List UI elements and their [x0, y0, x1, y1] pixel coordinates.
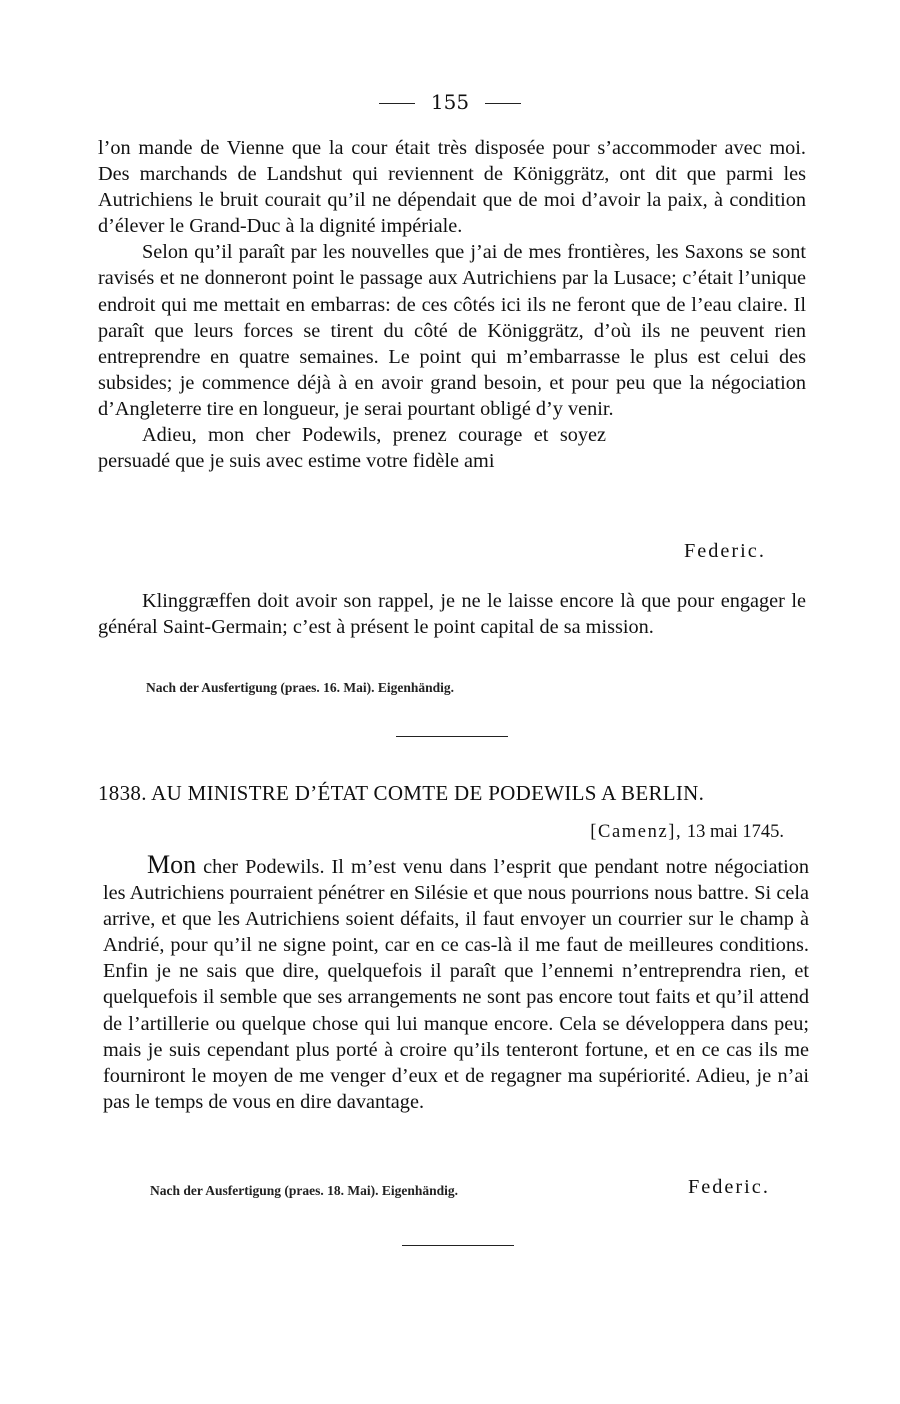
letter-2-source-note: Nach der Ausfertigung (praes. 18. Mai). Eigenhändig. [150, 1183, 459, 1198]
letter-2-signature: Federic. [688, 1176, 770, 1198]
section-divider-1 [396, 736, 508, 737]
letter-1-postscript-block [98, 588, 806, 640]
header-dash-right [485, 103, 521, 104]
letter-2-paragraph [103, 852, 809, 1115]
letter-2-title: 1838. AU MINISTRE D’ÉTAT COMTE DE PODEWILS A BERLIN. [98, 781, 705, 805]
letter-1-paragraph-3: Adieu, mon cher Podewils, prenez courage et soyez persuadé que je suis avec estime votre fidèle ami [98, 424, 606, 473]
letter-1-paragraph-2: Selon qu’il paraît par les nouvelles que j’ai de mes frontières, les Saxons se sont ravisés et ne donneront point le passage aux Autrichiens par la Lusace; c’était l’unique endroit qui me mettait en embarras: de ces côtés ici ils ne feront que de l’eau claire. Il paraît que leurs forces se tirent du côté de Königgrätz, d’où ils ne peuvent rien entreprendre en quatre semaines. Le point qui m’embarrasse le plus est celui des subsides; je commence déjà à en avoir grand besoin, et pour peu que la négociation d’Angleterre tire en longueur, je serai pourtant obligé d’y venir. [98, 241, 806, 420]
letter-2-date-place: [Camenz], [590, 822, 683, 842]
letter-1-source-note: Nach der Ausfertigung (praes. 16. Mai). Eigenhändig. [146, 680, 455, 695]
letter-2-body [103, 852, 809, 1115]
letter-1-postscript: Klinggræffen doit avoir son rappel, je ne le laisse encore là que pour engager le général Saint-Germain; c’est à présent le point capital de sa mission. [98, 590, 806, 639]
letter-2-drop-word: Mon [147, 850, 197, 879]
page-number: 155 [430, 90, 470, 114]
letter-1-paragraph-1: l’on mande de Vienne que la cour était très disposée pour s’accommoder avec moi. Des marchands de Landshut qui reviennent de Königgrätz, ont dit que parmi les Autrichiens le bruit courait qu’il ne dépendait que de moi d’avoir la paix, à condition d’élever le Grand-Duc à la dignité impériale. [98, 137, 806, 238]
letter-1-signature: Federic. [684, 540, 766, 562]
letter-2-date [590, 822, 784, 843]
page-header [0, 88, 900, 116]
letter-1-body [98, 135, 806, 474]
letter-2-text: cher Podewils. Il m’est venu dans l’esprit que pendant notre négociation les Autrichiens pourraient pénétrer en Silésie et que nous pourrions nous battre. Si cela arrive, et que les Autrichiens soient défaits, il faut envoyer un courrier sur le champ à Andrié, pour qu’il ne signe point, car en ce cas-là il me faut de meilleures conditions. Enfin je ne sais que dire, quelquefois il paraît que l’ennemi n’entreprendra rien, et quelquefois il semble que ses arrangements ne sont pas encore tout faits et qu’il attend de l’artillerie ou quelque chose qui lui manque encore. Cela se développera dans peu; mais je suis cependant plus porté à croire qu’ils tenteront fortune, et en ce cas ils me fourniront le moyen de me venger d’eux et de regagner ma supériorité. Adieu, je n’ai pas le temps de vous en dire davantage. [103, 856, 809, 1113]
letter-2-date-day: 13 mai 1745. [686, 822, 784, 842]
header-dash-left [379, 103, 415, 104]
section-divider-2 [402, 1245, 514, 1246]
